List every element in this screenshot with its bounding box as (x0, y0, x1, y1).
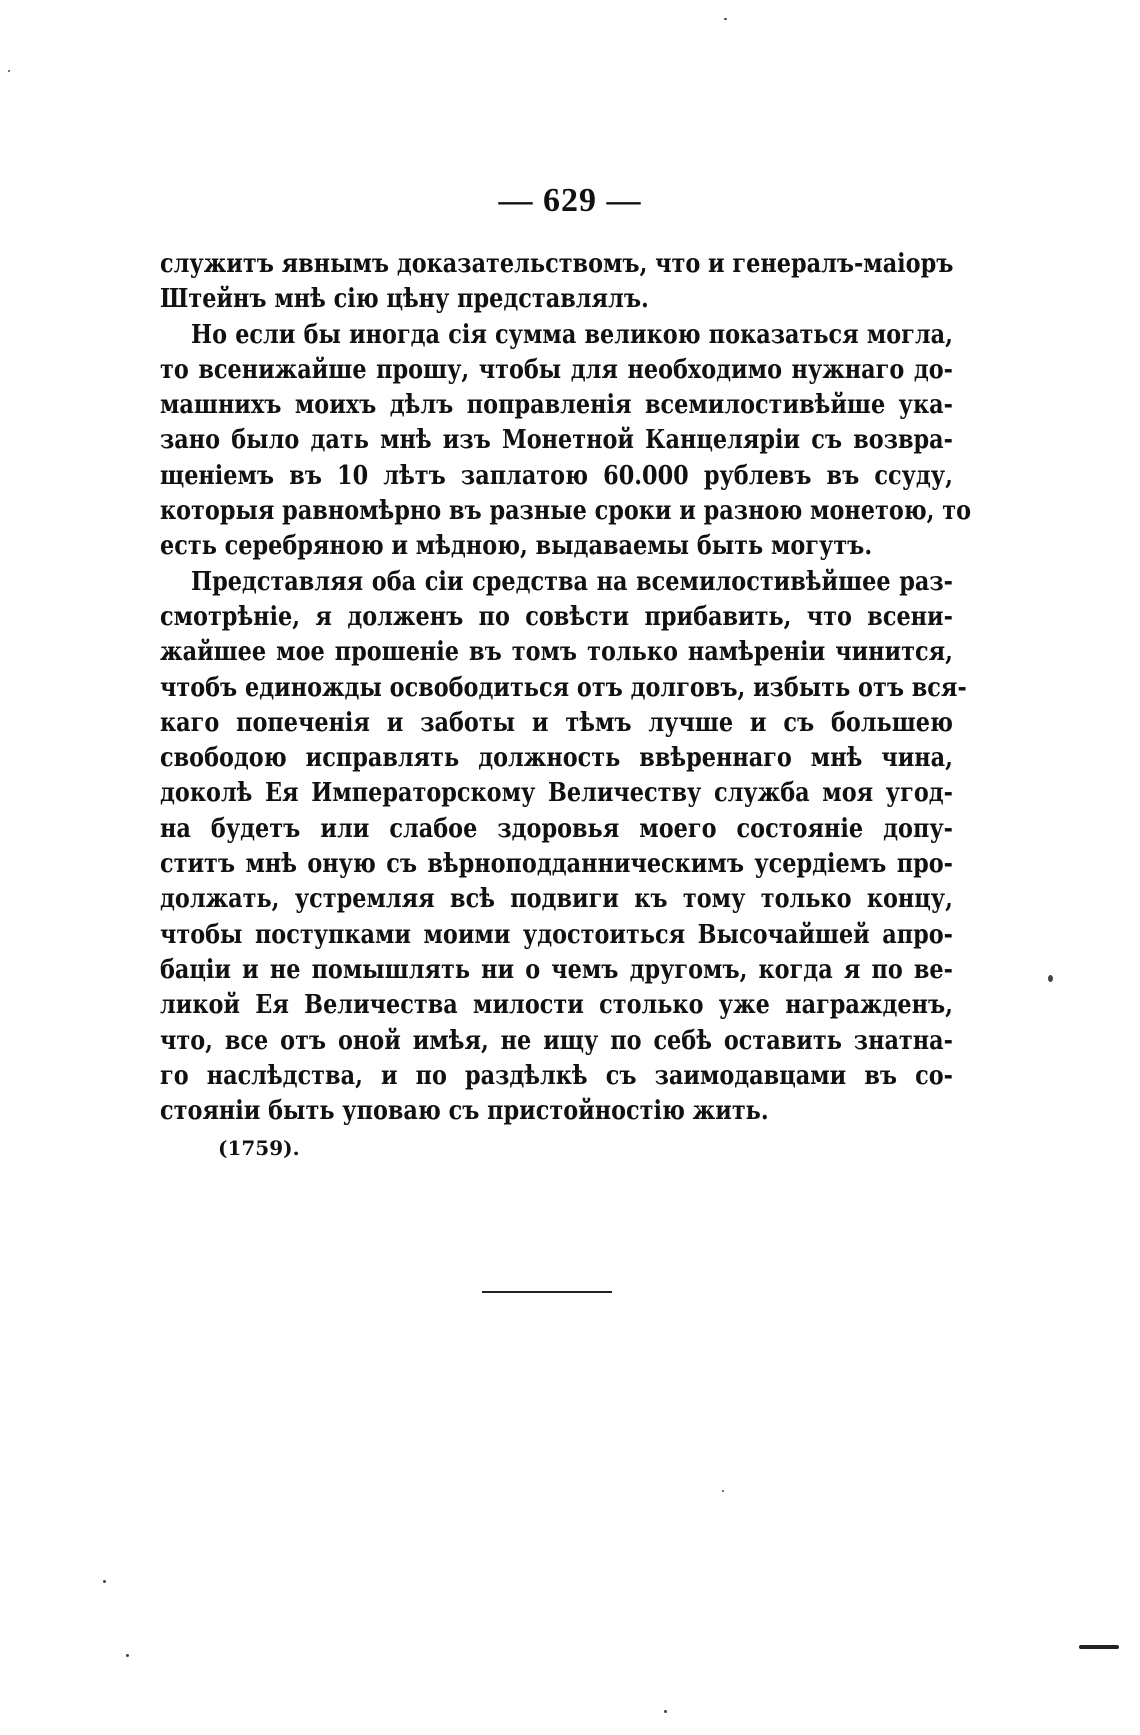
section-divider (482, 1291, 612, 1293)
date-note: (1759). (218, 1136, 300, 1160)
page-number: — 629 — (498, 182, 642, 219)
text-line: стояніи быть уповаю съ пристойностію жить. (160, 1096, 769, 1127)
text-line: доколѣ Ея Императорскому Величеству служба моя угод- (160, 778, 953, 809)
scan-speck (8, 70, 10, 72)
text-line: каго попеченія и заботы и тѣмъ лучше и съ большею (160, 707, 953, 738)
text-line: Представляя оба сіи средства на всемилостивѣйшее раз- (190, 566, 953, 597)
scan-edge-mark (1079, 1645, 1119, 1649)
text-line: есть серебряною и мѣдною, выдаваемы быть могутъ. (160, 531, 873, 562)
text-line: должать, устремляя всѣ подвиги къ тому только концу, (160, 884, 953, 915)
text-line: ститъ мнѣ оную съ вѣрноподданническимъ усердіемъ про- (160, 849, 953, 880)
scan-speck (664, 1710, 667, 1713)
text-line: машнихъ моихъ дѣлъ поправленія всемилостивѣйше ука- (160, 390, 953, 421)
scan-speck (724, 18, 727, 20)
text-line: смотрѣніе, я долженъ по совѣсти прибавить, что всени- (160, 601, 953, 632)
text-line: чтобы поступками моими удостоиться Высочайшей апро- (160, 919, 953, 950)
body-text (160, 247, 972, 1129)
text-line: служитъ явнымъ доказательствомъ, что и генералъ-маіоръ (160, 249, 954, 279)
text-line: щеніемъ въ 10 лѣтъ заплатою 60.000 рублевъ въ ссуду, (160, 460, 953, 491)
text-line: то всенижайше прошу, чтобы для необходимо нужнаго до- (160, 354, 953, 385)
text-line: баціи и не помышлять ни о чемъ другомъ, когда я по ве- (160, 954, 953, 985)
scan-speck (1048, 975, 1053, 982)
text-line: Но если бы иногда сія сумма великою показаться могла, (190, 319, 953, 350)
text-line: чтобъ единожды освободиться отъ долговъ, избыть отъ вся- (160, 672, 967, 703)
text-line: Штейнъ мнѣ сію цѣну представлялъ. (160, 284, 649, 315)
scan-speck (103, 1580, 106, 1583)
text-line: свободою исправлять должность ввѣреннаго мнѣ чина, (160, 743, 953, 774)
text-line: которыя равномѣрно въ разные сроки и разною монетою, то (160, 496, 972, 527)
scan-speck (126, 1654, 129, 1657)
text-line: зано было дать мнѣ изъ Монетной Канцеляріи съ возвра- (160, 425, 953, 456)
text-line: го наслѣдства, и по раздѣлкѣ съ заимодавцами въ со- (160, 1060, 953, 1091)
scan-speck (722, 1490, 724, 1492)
text-line: ликой Ея Величества милости столько уже награжденъ, (160, 990, 953, 1021)
text-line: что, все отъ оной имѣя, не ищу по себѣ оставить знатна- (160, 1025, 953, 1056)
text-line: жайшее мое прошеніе въ томъ только намѣреніи чинится, (160, 637, 953, 668)
text-line: на будетъ или слабое здоровья моего состояніе допу- (160, 813, 953, 844)
